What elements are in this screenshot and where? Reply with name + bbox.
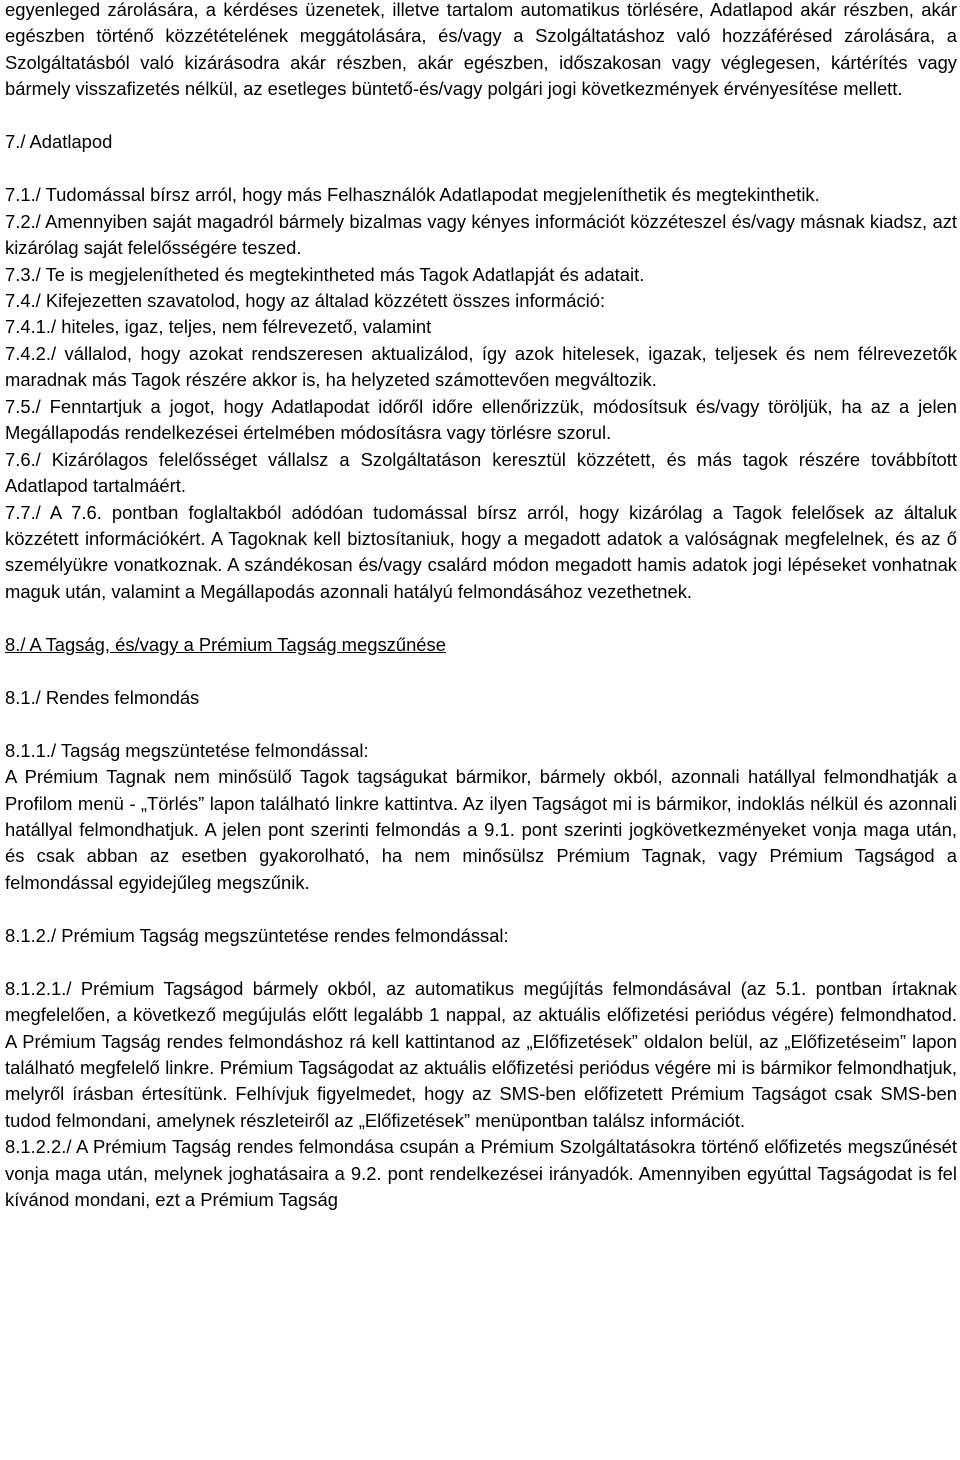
section-7-heading: 7./ Adatlapod: [5, 131, 113, 153]
clause-7-1: 7.1./ Tudomással bírsz arról, hogy más Felhasználók Adatlapodat megjeleníthetik és megtekinthetik.: [5, 184, 820, 206]
clause-7-3: 7.3./ Te is megjelenítheted és megtekintheted más Tagok Adatlapját és adatait.: [5, 263, 645, 285]
section-8-1-heading: 8.1./ Rendes felmondás: [5, 686, 200, 708]
paragraph-intro: egyenleged zárolására, a kérdéses üzenetek, illetve tartalom automatikus törlésére, Adatlapod akár részben, akár egészben történő közzétételének meggátolására, és/vagy a Szolgáltatáshoz való hozzáférésed zárolására, a Szolgáltatásból való kizárásodra akár részben, akár egészben, időszakosan vagy véglegesen, kártérítés vagy bármely visszafizetés nélkül, az esetleges büntető-és/vagy polgári jogi következmények érvényesítése mellett.: [5, 0, 957, 100]
document-page: [5, 0, 957, 1214]
section-8-1-1-heading: 8.1.1./ Tagság megszüntetése felmondással:: [5, 739, 369, 761]
section-8-heading: 8./ A Tagság, és/vagy a Prémium Tagság megszűnése: [5, 633, 446, 655]
clause-7-6: 7.6./ Kizárólagos felelősséget vállalsz a Szolgáltatáson keresztül közzétett, és más tagok részére továbbított Adatlapod tartalmáért.: [5, 448, 957, 497]
clause-8-1-2-2: 8.1.2.2./ A Prémium Tagság rendes felmondása csupán a Prémium Szolgáltatásokra történő előfizetés megszűnését vonja maga után, melynek joghatásaira a 9.2. pont rendelkezései irányadók. Amennyiben egyúttal Tagságodat is fel kívánod mondani, ezt a Prémium Tagság: [5, 1136, 957, 1211]
clause-7-5: 7.5./ Fenntartjuk a jogot, hogy Adatlapodat időről időre ellenőrizzük, módosítsuk és/vagy töröljük, ha az a jelen Megállapodás rendelkezései értelmében módosításra vagy törlésre szorul.: [5, 395, 957, 444]
clause-7-4: 7.4./ Kifejezetten szavatolod, hogy az általad közzétett összes információ:: [5, 289, 606, 311]
section-8-1-2-heading: 8.1.2./ Prémium Tagság megszüntetése rendes felmondással:: [5, 924, 509, 946]
clause-7-4-1: 7.4.1./ hiteles, igaz, teljes, nem félrevezető, valamint: [5, 316, 432, 338]
clause-8-1-1-body: A Prémium Tagnak nem minősülő Tagok tagságukat bármikor, bármely okból, azonnali hatállyal felmondhatják a Profilom menü - „Törlés” lapon található linkre kattintva. Az ilyen Tagságot mi is bármikor, indoklás nélkül és azonnali hatállyal felmondhatjuk. A jelen pont szerinti felmondás a 9.1. pont szerinti jogkövetkezményeket vonja maga után, és csak abban az esetben gyakorolható, ha nem minősülsz Prémium Tagnak, vagy Prémium Tagságod a felmondással egyidejűleg megszűnik.: [5, 766, 957, 893]
clause-7-7: 7.7./ A 7.6. pontban foglaltakból adódóan tudomással bírsz arról, hogy kizárólag a Tagok felelősek az általuk közzétett információkért. A Tagoknak kell biztosítaniuk, hogy a megadott adatok a valóságnak megfelelnek, és az ő személyükre vonatkoznak. A szándékosan és/vagy csalárd módon megadott hamis adatok jogi lépéseket vonhatnak maguk után, valamint a Megállapodás azonnali hatályú felmondásához vezethetnek.: [5, 501, 957, 602]
clause-7-2: 7.2./ Amennyiben saját magadról bármely bizalmas vagy kényes információt közzéteszel és/vagy másnak kiadsz, azt kizárólag saját felelősségére teszed.: [5, 210, 957, 259]
clause-8-1-2-1: 8.1.2.1./ Prémium Tagságod bármely okból, az automatikus megújítás felmondásával (az 5.1. pontban írtaknak megfelelően, a következő megújulás előtt legalább 1 nappal, az aktuális előfizetési periódus végére) felmondhatod. A Prémium Tagság rendes felmondáshoz rá kell kattintanod az „Előfizetések” oldalon belül, az „Előfizetéseim” lapon található megfelelő linkre. Prémium Tagságodat az aktuális előfizetési periódus végére mi is bármikor felmondhatjuk, melyről írásban értesítünk. Felhívjuk figyelmedet, hogy az SMS-ben előfizetett Prémium Tagságot csak SMS-ben tudod felmondani, amelynek részleteiről az „Előfizetések” menüpontban találsz információt.: [5, 977, 957, 1131]
clause-7-4-2: 7.4.2./ vállalod, hogy azokat rendszeresen aktualizálod, így azok hitelesek, igazak, teljesek és nem félrevezetők maradnak más Tagok részére akkor is, ha helyzeted számottevően megváltozik.: [5, 342, 957, 391]
